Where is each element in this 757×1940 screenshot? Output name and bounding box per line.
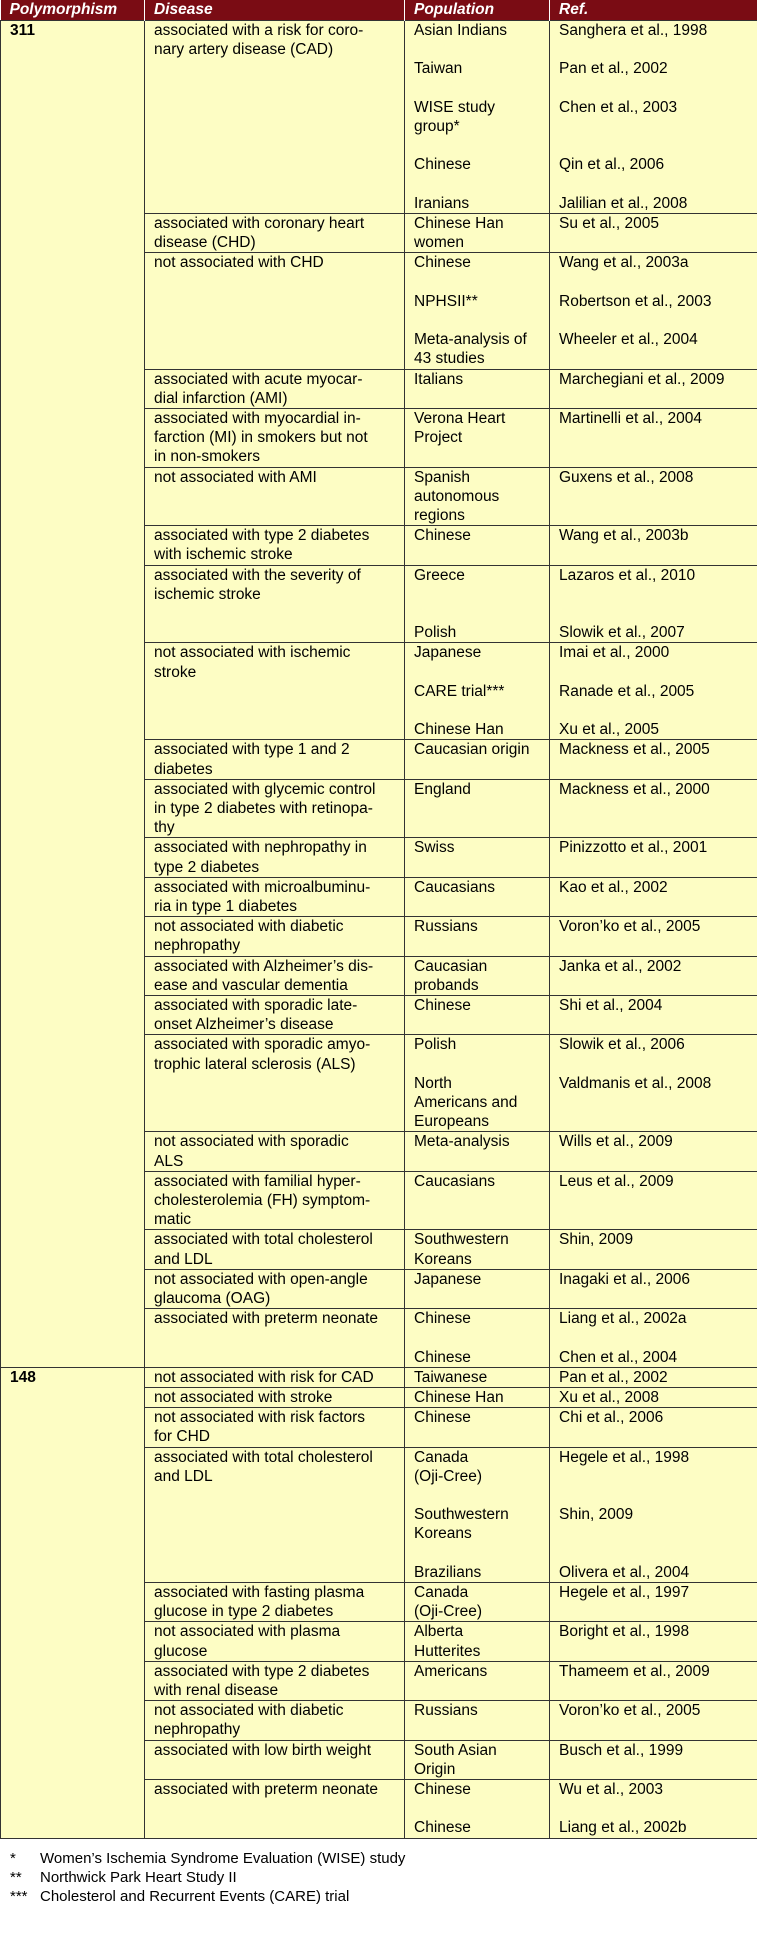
ref-cell xyxy=(550,1661,757,1700)
disease-cell xyxy=(145,1035,405,1132)
population-cell xyxy=(405,213,550,252)
header-ref: Ref. xyxy=(550,0,757,21)
disease-cell xyxy=(145,996,405,1035)
disease-cell xyxy=(145,408,405,467)
ref-cell xyxy=(550,1269,757,1308)
ref-cell-line: Leus et al., 2009 xyxy=(559,1172,674,1190)
disease-cell xyxy=(145,1701,405,1740)
ref-cell xyxy=(550,1230,757,1269)
population-cell xyxy=(405,1740,550,1779)
population-cell-line: Verona Heart xyxy=(414,409,506,427)
disease-cell-line: not associated with risk for CAD xyxy=(154,1368,374,1386)
population-cell-line: Polish xyxy=(414,624,457,642)
disease-cell-line: and LDL xyxy=(154,1250,213,1268)
population-cell xyxy=(405,996,550,1035)
ref-cell xyxy=(550,1408,757,1447)
population-cell-line: Chinese Han xyxy=(414,721,504,739)
disease-cell-line: associated with low birth weight xyxy=(154,1741,372,1759)
population-cell xyxy=(405,408,550,467)
ref-cell-line: Liang et al., 2002a xyxy=(559,1310,687,1328)
population-cell xyxy=(405,253,550,369)
ref-cell xyxy=(550,917,757,956)
ref-cell-line: Pinizzotto et al., 2001 xyxy=(559,839,708,857)
footnote xyxy=(10,1887,349,1906)
population-cell xyxy=(405,467,550,526)
population-cell-line: Meta-analysis xyxy=(414,1133,510,1151)
population-cell xyxy=(405,1701,550,1740)
ref-cell-line: Lazaros et al., 2010 xyxy=(559,566,696,584)
disease-cell xyxy=(145,1780,405,1839)
population-cell xyxy=(405,1408,550,1447)
ref-cell xyxy=(550,643,757,740)
disease-cell xyxy=(145,1269,405,1308)
disease-cell-line: associated with the severity of xyxy=(154,566,361,584)
footnote-text: Northwick Park Heart Study II xyxy=(40,1868,237,1886)
disease-cell-line: with renal disease xyxy=(154,1682,279,1700)
population-cell xyxy=(405,1230,550,1269)
disease-cell xyxy=(145,1367,405,1387)
disease-cell xyxy=(145,1309,405,1368)
disease-cell-line: not associated with CHD xyxy=(154,254,324,272)
disease-cell-line: and LDL xyxy=(154,1467,213,1485)
disease-cell-line: nephropathy xyxy=(154,937,241,955)
population-cell-line: Russians xyxy=(414,1702,478,1720)
ref-cell xyxy=(550,253,757,369)
population-cell-line: regions xyxy=(414,506,465,524)
ref-cell xyxy=(550,1132,757,1171)
population-cell-line: group* xyxy=(414,117,460,135)
ref-cell-line: Thameem et al., 2009 xyxy=(559,1662,710,1680)
population-cell-line: Japanese xyxy=(414,1270,482,1288)
ref-cell xyxy=(550,1622,757,1661)
ref-cell xyxy=(550,1171,757,1230)
ref-cell-line: Shi et al., 2004 xyxy=(559,997,663,1014)
population-cell-line: women xyxy=(414,234,464,252)
disease-cell xyxy=(145,1661,405,1700)
disease-cell-line: associated with nephropathy in xyxy=(154,839,367,857)
ref-cell-line: Kao et al., 2002 xyxy=(559,878,668,896)
disease-cell-line: ria in type 1 diabetes xyxy=(154,897,298,915)
population-cell-line: Italians xyxy=(414,370,464,388)
disease-cell-line: thy xyxy=(154,819,175,837)
footnote-mark: *** xyxy=(10,1887,28,1905)
ref-cell xyxy=(550,408,757,467)
population-cell-line: Americans and xyxy=(414,1094,518,1111)
ref-cell-line: Valdmanis et al., 2008 xyxy=(559,1074,712,1092)
population-cell-line: CARE trial*** xyxy=(414,682,505,700)
population-cell-line: Canada xyxy=(414,1584,469,1602)
population-cell-line: probands xyxy=(414,976,479,994)
disease-cell xyxy=(145,956,405,995)
population-cell xyxy=(405,369,550,408)
ref-cell-line: Marchegiani et al., 2009 xyxy=(559,370,725,388)
population-cell-line: Iranians xyxy=(414,194,470,212)
population-cell-line: Chinese xyxy=(414,1819,471,1837)
footnote-text: Women’s Ischemia Syndrome Evaluation (WISE) study xyxy=(40,1849,406,1867)
population-cell-line: Chinese xyxy=(414,1409,471,1427)
disease-cell-line: associated with myocardial in- xyxy=(154,409,361,427)
header-disease: Disease xyxy=(145,0,405,21)
disease-cell-line: associated with total cholesterol xyxy=(154,1231,373,1249)
population-cell xyxy=(405,740,550,779)
header-row xyxy=(1,0,757,21)
ref-cell-line: Mackness et al., 2005 xyxy=(559,741,710,759)
ref-cell xyxy=(550,1035,757,1132)
disease-cell-line: glucose in type 2 diabetes xyxy=(154,1603,334,1621)
population-cell-line: Southwestern xyxy=(414,1506,509,1524)
population-cell-line: 43 studies xyxy=(414,350,485,368)
disease-cell-line: in type 2 diabetes with retinopa- xyxy=(154,799,373,817)
population-cell-line: Europeans xyxy=(414,1113,489,1131)
ref-cell-line: Hegele et al., 1998 xyxy=(559,1448,690,1466)
disease-cell xyxy=(145,565,405,643)
population-cell xyxy=(405,1661,550,1700)
disease-cell xyxy=(145,740,405,779)
disease-cell xyxy=(145,1388,405,1408)
population-cell-line: Chinese xyxy=(414,527,471,545)
population-cell-line: Hutterites xyxy=(414,1642,481,1660)
disease-cell-line: associated with sporadic amyo- xyxy=(154,1036,371,1054)
ref-cell xyxy=(550,213,757,252)
footnote-text: Cholesterol and Recurrent Events (CARE) trial xyxy=(40,1887,350,1905)
population-cell-line: Chinese xyxy=(414,1310,471,1328)
ref-cell xyxy=(550,369,757,408)
population-cell-line: Meta-analysis of xyxy=(414,331,527,349)
ref-cell xyxy=(550,838,757,877)
ref-cell-line: Mackness et al., 2000 xyxy=(559,780,710,798)
ref-cell xyxy=(550,526,757,565)
polymorphism-cell: 311 xyxy=(1,21,145,1368)
population-cell-line: Brazilians xyxy=(414,1563,482,1581)
disease-cell xyxy=(145,1132,405,1171)
header-polymorphism: Polymorphism xyxy=(1,0,145,21)
disease-cell xyxy=(145,917,405,956)
ref-cell xyxy=(550,740,757,779)
disease-cell-line: not associated with open-angle xyxy=(154,1270,368,1288)
population-cell-line: Swiss xyxy=(414,839,455,857)
disease-cell-line: farction (MI) in smokers but not xyxy=(154,429,368,447)
ref-cell xyxy=(550,1447,757,1582)
population-cell-line: (Oji-Cree) xyxy=(414,1603,483,1621)
population-cell xyxy=(405,1132,550,1171)
disease-cell-line: associated with Alzheimer’s dis- xyxy=(154,957,374,975)
ref-cell xyxy=(550,467,757,526)
population-cell xyxy=(405,1035,550,1132)
ref-cell xyxy=(550,1309,757,1368)
population-cell-line: South Asian xyxy=(414,1741,497,1759)
ref-cell-line: Inagaki et al., 2006 xyxy=(559,1270,690,1288)
disease-cell-line: not associated with sporadic xyxy=(154,1133,349,1151)
disease-cell xyxy=(145,877,405,916)
disease-cell xyxy=(145,1408,405,1447)
population-cell-line: WISE study xyxy=(414,98,495,116)
disease-cell xyxy=(145,213,405,252)
disease-cell xyxy=(145,253,405,369)
population-cell xyxy=(405,1309,550,1368)
ref-cell-line: Voron’ko et al., 2005 xyxy=(559,1702,701,1720)
population-cell-line: Chinese xyxy=(414,1348,471,1366)
ref-cell-line: Qin et al., 2006 xyxy=(559,156,665,174)
ref-cell-line: Chen et al., 2003 xyxy=(559,98,678,116)
population-cell-line: North xyxy=(414,1074,452,1092)
ref-cell-line: Xu et al., 2005 xyxy=(559,721,659,739)
population-cell-line: Spanish xyxy=(414,468,471,486)
disease-cell-line: cholesterolemia (FH) symptom- xyxy=(154,1192,371,1210)
disease-cell xyxy=(145,1230,405,1269)
disease-cell-line: associated with acute myocar- xyxy=(154,370,363,388)
disease-cell-line: not associated with ischemic xyxy=(154,644,351,662)
population-cell-line: Southwestern xyxy=(414,1231,509,1249)
disease-cell-line: associated with type 1 and 2 xyxy=(154,741,350,759)
ref-cell-line: Wang et al., 2003b xyxy=(559,527,689,545)
disease-cell-line: matic xyxy=(154,1211,192,1229)
ref-cell-line: Hegele et al., 1997 xyxy=(559,1584,690,1602)
ref-cell-line: Janka et al., 2002 xyxy=(559,957,682,975)
disease-cell-line: glaucoma (OAG) xyxy=(154,1290,271,1308)
ref-cell xyxy=(550,1367,757,1387)
disease-cell-line: for CHD xyxy=(154,1428,210,1446)
population-cell-line: Caucasians xyxy=(414,1172,495,1190)
ref-cell-line: Slowik et al., 2007 xyxy=(559,624,685,642)
ref-cell-line: Busch et al., 1999 xyxy=(559,1741,684,1759)
population-cell-line: Koreans xyxy=(414,1525,472,1543)
ref-cell xyxy=(550,996,757,1035)
population-cell-line: Caucasian xyxy=(414,957,488,975)
footnote-mark: * xyxy=(10,1849,16,1867)
population-cell-line: Chinese xyxy=(414,1781,471,1799)
disease-cell-line: associated with a risk for coro- xyxy=(154,22,364,39)
ref-cell-line: Martinelli et al., 2004 xyxy=(559,409,703,427)
disease-cell-line: stroke xyxy=(154,663,197,681)
disease-cell xyxy=(145,526,405,565)
ref-cell-line: Voron’ko et al., 2005 xyxy=(559,918,701,936)
population-cell xyxy=(405,1447,550,1582)
disease-cell-line: associated with type 2 diabetes xyxy=(154,1662,370,1680)
ref-cell xyxy=(550,1740,757,1779)
ref-cell-line: Ranade et al., 2005 xyxy=(559,682,695,700)
ref-cell-line: Sanghera et al., 1998 xyxy=(559,22,708,39)
population-cell-line: Polish xyxy=(414,1036,457,1054)
disease-cell xyxy=(145,838,405,877)
disease-cell-line: associated with preterm neonate xyxy=(154,1781,379,1799)
disease-cell-line: disease (CHD) xyxy=(154,234,256,252)
disease-cell-line: associated with sporadic late- xyxy=(154,997,358,1014)
population-cell-line: Greece xyxy=(414,566,465,584)
population-cell-line: Canada xyxy=(414,1448,469,1466)
population-cell xyxy=(405,917,550,956)
disease-cell xyxy=(145,369,405,408)
footnote xyxy=(10,1868,237,1887)
disease-cell-line: onset Alzheimer’s disease xyxy=(154,1016,334,1034)
population-cell xyxy=(405,1583,550,1622)
ref-cell-line: Xu et al., 2008 xyxy=(559,1389,659,1407)
ref-cell-line: Su et al., 2005 xyxy=(559,214,659,232)
population-cell-line: Taiwan xyxy=(414,60,463,78)
disease-cell-line: nephropathy xyxy=(154,1721,241,1739)
population-cell-line: autonomous xyxy=(414,487,500,505)
disease-cell-line: not associated with risk factors xyxy=(154,1409,366,1427)
population-cell xyxy=(405,779,550,838)
disease-cell-line: not associated with diabetic xyxy=(154,1702,344,1720)
disease-cell-line: associated with coronary heart xyxy=(154,214,365,232)
header-population: Population xyxy=(405,0,550,21)
ref-cell xyxy=(550,1780,757,1839)
table-row xyxy=(1,21,757,214)
disease-cell xyxy=(145,467,405,526)
ref-cell-line: Guxens et al., 2008 xyxy=(559,468,694,486)
ref-cell-line: Chen et al., 2004 xyxy=(559,1348,678,1366)
disease-cell xyxy=(145,1740,405,1779)
disease-cell-line: not associated with diabetic xyxy=(154,918,344,936)
population-cell xyxy=(405,1388,550,1408)
disease-cell xyxy=(145,1583,405,1622)
population-cell xyxy=(405,1269,550,1308)
ref-cell xyxy=(550,956,757,995)
disease-cell-line: associated with microalbuminu- xyxy=(154,878,371,896)
disease-cell-line: associated with familial hyper- xyxy=(154,1172,361,1190)
population-cell-line: England xyxy=(414,780,471,798)
disease-cell-line: not associated with stroke xyxy=(154,1389,333,1407)
ref-cell-line: Wills et al., 2009 xyxy=(559,1133,673,1151)
disease-cell xyxy=(145,643,405,740)
ref-cell-line: Shin, 2009 xyxy=(559,1231,634,1249)
table-row xyxy=(1,1367,757,1387)
population-cell-line: Project xyxy=(414,429,463,447)
disease-cell-line: ease and vascular dementia xyxy=(154,976,348,994)
ref-cell-line: Imai et al., 2000 xyxy=(559,644,670,662)
disease-cell-line: glucose xyxy=(154,1642,208,1660)
ref-cell xyxy=(550,1388,757,1408)
ref-cell-line: Chi et al., 2006 xyxy=(559,1409,664,1427)
disease-cell-line: associated with fasting plasma xyxy=(154,1584,365,1602)
disease-cell-line: trophic lateral sclerosis (ALS) xyxy=(154,1055,356,1073)
ref-cell-line: Boright et al., 1998 xyxy=(559,1623,690,1641)
ref-cell xyxy=(550,565,757,643)
ref-cell xyxy=(550,1701,757,1740)
population-cell xyxy=(405,1780,550,1839)
disease-cell-line: associated with preterm neonate xyxy=(154,1310,379,1328)
population-cell-line: Americans xyxy=(414,1662,488,1680)
ref-cell-line: Wang et al., 2003a xyxy=(559,254,689,272)
ref-cell-line: Pan et al., 2002 xyxy=(559,60,668,78)
population-cell-line: Taiwanese xyxy=(414,1368,488,1386)
population-cell xyxy=(405,526,550,565)
population-cell xyxy=(405,1622,550,1661)
ref-cell-line: Robertson et al., 2003 xyxy=(559,292,712,310)
footnote xyxy=(10,1849,405,1868)
population-cell-line: Koreans xyxy=(414,1250,472,1268)
ref-cell-line: Wu et al., 2003 xyxy=(559,1781,663,1799)
ref-cell xyxy=(550,779,757,838)
population-cell xyxy=(405,838,550,877)
disease-cell xyxy=(145,779,405,838)
population-cell-line: Caucasian origin xyxy=(414,741,530,759)
ref-cell-line: Wheeler et al., 2004 xyxy=(559,331,698,349)
ref-cell-line: Liang et al., 2002b xyxy=(559,1819,687,1837)
population-cell-line: Chinese Han xyxy=(414,214,504,232)
disease-cell xyxy=(145,1622,405,1661)
disease-cell-line: type 2 diabetes xyxy=(154,858,260,876)
ref-cell-line: Pan et al., 2002 xyxy=(559,1368,668,1386)
disease-cell-line: not associated with plasma xyxy=(154,1623,341,1641)
disease-cell-line: diabetes xyxy=(154,760,213,778)
ref-cell-line: Slowik et al., 2006 xyxy=(559,1036,685,1054)
population-cell-line: Alberta xyxy=(414,1623,464,1641)
disease-cell-line: dial infarction (AMI) xyxy=(154,389,288,407)
population-cell xyxy=(405,643,550,740)
population-cell xyxy=(405,21,550,214)
population-cell xyxy=(405,877,550,916)
population-cell xyxy=(405,1171,550,1230)
table-body xyxy=(1,21,757,1839)
disease-cell-line: ischemic stroke xyxy=(154,585,261,603)
disease-cell xyxy=(145,21,405,214)
disease-cell-line: nary artery disease (CAD) xyxy=(154,41,334,59)
ref-cell xyxy=(550,1583,757,1622)
disease-cell-line: with ischemic stroke xyxy=(154,546,293,564)
disease-cell-line: associated with glycemic control xyxy=(154,780,376,798)
ref-cell-line: Olivera et al., 2004 xyxy=(559,1563,690,1581)
population-cell-line: Japanese xyxy=(414,644,482,662)
disease-cell-line: associated with total cholesterol xyxy=(154,1448,373,1466)
ref-cell xyxy=(550,21,757,214)
ref-cell xyxy=(550,877,757,916)
population-cell xyxy=(405,956,550,995)
population-cell-line: Asian Indians xyxy=(414,22,508,39)
ref-cell-line: Shin, 2009 xyxy=(559,1506,634,1524)
population-cell xyxy=(405,565,550,643)
disease-cell-line: associated with type 2 diabetes xyxy=(154,527,370,545)
population-cell-line: NPHSII** xyxy=(414,292,478,310)
polymorphism-cell: 148 xyxy=(1,1367,145,1838)
population-cell-line: Russians xyxy=(414,918,478,936)
population-cell-line: Chinese xyxy=(414,997,471,1014)
disease-cell-line: ALS xyxy=(154,1152,184,1170)
population-cell-line: Chinese Han xyxy=(414,1389,504,1407)
disease-cell xyxy=(145,1171,405,1230)
population-cell xyxy=(405,1367,550,1387)
footnote-mark: ** xyxy=(10,1868,22,1886)
population-cell-line: Caucasians xyxy=(414,878,495,896)
population-cell-line: (Oji-Cree) xyxy=(414,1467,483,1485)
disease-cell xyxy=(145,1447,405,1582)
disease-cell-line: in non-smokers xyxy=(154,448,260,466)
population-cell-line: Chinese xyxy=(414,254,471,272)
population-cell-line: Origin xyxy=(414,1760,456,1778)
population-cell-line: Chinese xyxy=(414,156,471,174)
ref-cell-line: Jalilian et al., 2008 xyxy=(559,194,688,212)
disease-cell-line: not associated with AMI xyxy=(154,468,317,486)
